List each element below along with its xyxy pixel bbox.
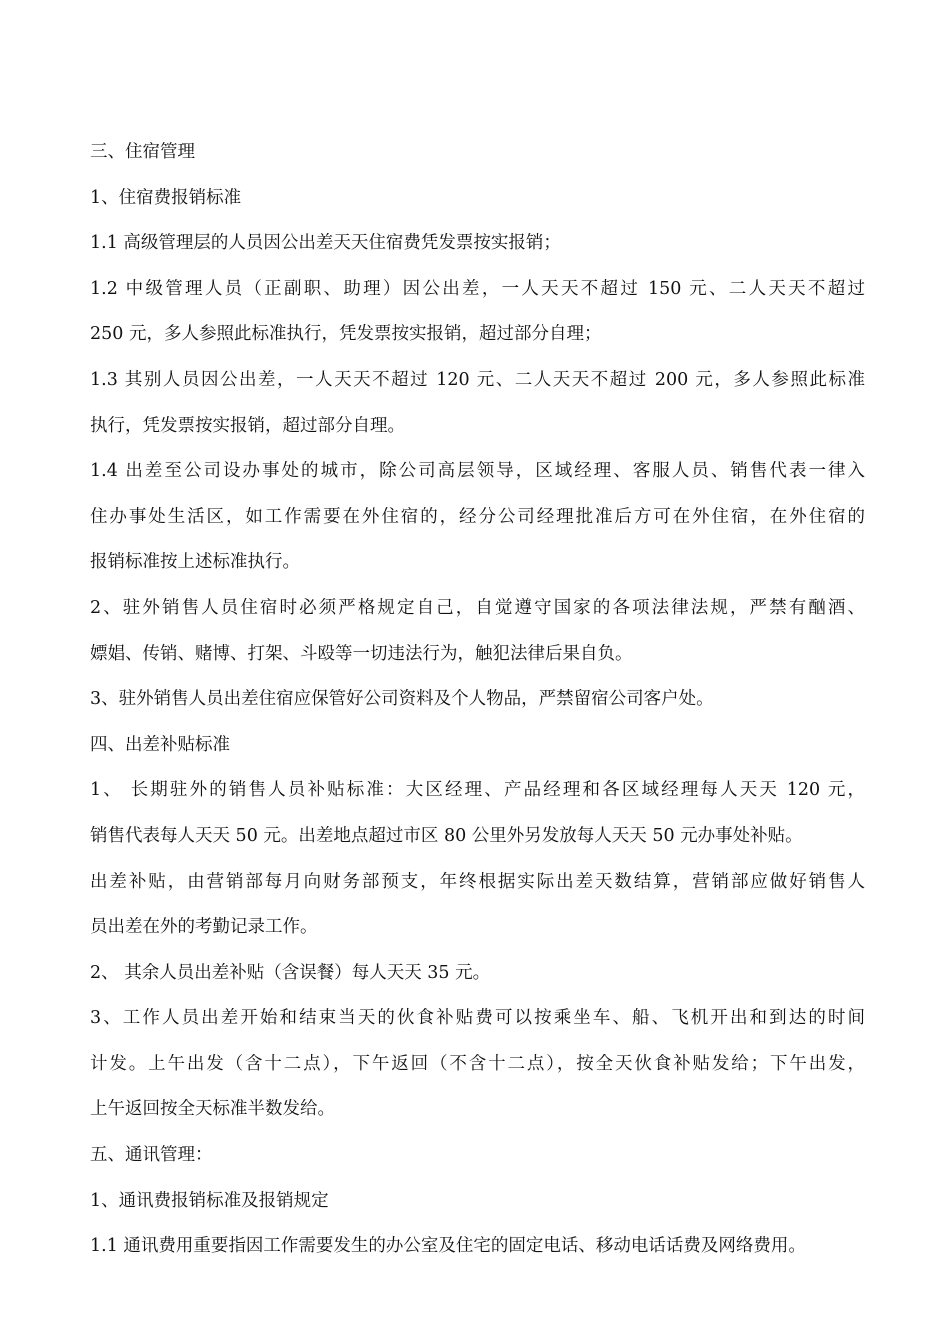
paragraph-line: 报销标准按上述标准执行。: [90, 552, 300, 573]
paragraph-line: 1.3 其别人员因公出差，一人天天不超过 120 元、二人天天不超过 200 元，多人参照此标准: [90, 369, 865, 390]
paragraph-line: 1.2 中级管理人员（正副职、助理）因公出差，一人天天不超过 150 元、二人天天不超过: [90, 278, 865, 299]
paragraph-line: 250 元，多人参照此标准执行，凭发票按实报销，超过部分自理；: [90, 324, 602, 345]
paragraph-line: 嫖娼、传销、赌博、打架、斗殴等一切违法行为，触犯法律后果自负。: [90, 643, 633, 664]
subheading-communication-standard: 1、通讯费报销标准及报销规定: [90, 1190, 329, 1211]
document-body: [90, 130, 865, 1270]
paragraph-line: 出差补贴，由营销部每月向财务部预支，年终根据实际出差天数结算，营销部应做好销售人: [90, 871, 865, 892]
paragraph-line: 1.1 高级管理层的人员因公出差天天住宿费凭发票按实报销；: [90, 233, 561, 254]
paragraph-line: 上午返回按全天标准半数发给。: [90, 1099, 335, 1120]
paragraph-line: 计发。上午出发（含十二点），下午返回（不含十二点），按全天伙食补贴发给；下午出发，: [90, 1053, 865, 1074]
paragraph-line: 执行，凭发票按实报销，超过部分自理。: [90, 415, 405, 436]
paragraph-line: 3、工作人员出差开始和结束当天的伙食补贴费可以按乘坐车、船、飞机开出和到达的时间: [90, 1008, 865, 1029]
paragraph-line: 住办事处生活区，如工作需要在外住宿的，经分公司经理批准后方可在外住宿，在外住宿的: [90, 506, 865, 527]
section-heading-communication: 五、通讯管理：: [90, 1145, 213, 1166]
paragraph-line: 销售代表每人天天 50 元。出差地点超过市区 80 公里外另发放每人天天 50 元办事处补贴。: [90, 825, 803, 846]
section-heading-accommodation: 三、住宿管理: [90, 142, 195, 162]
paragraph-line: 员出差在外的考勤记录工作。: [90, 917, 318, 938]
paragraph-line: 1.1 通讯费用重要指因工作需要发生的办公室及住宅的固定电话、移动电话话费及网络费用。: [90, 1236, 806, 1257]
paragraph-line: 2、驻外销售人员住宿时必须严格规定自己，自觉遵守国家的各项法律法规，严禁有酗酒、: [90, 597, 865, 618]
subheading-accommodation-standard: 1、住宿费报销标准: [90, 187, 242, 208]
paragraph-line: 2、 其余人员出差补贴（含误餐）每人天天 35 元。: [90, 962, 491, 983]
paragraph-line: 1、 长期驻外的销售人员补贴标准：大区经理、产品经理和各区域经理每人天天 120 元，: [90, 780, 865, 801]
paragraph-line: 3、驻外销售人员出差住宿应保管好公司资料及个人物品，严禁留宿公司客户处。: [90, 689, 714, 710]
paragraph-line: 1.4 出差至公司设办事处的城市，除公司高层领导，区域经理、客服人员、销售代表一律入: [90, 461, 865, 482]
section-heading-allowance: 四、出差补贴标准: [90, 734, 230, 755]
